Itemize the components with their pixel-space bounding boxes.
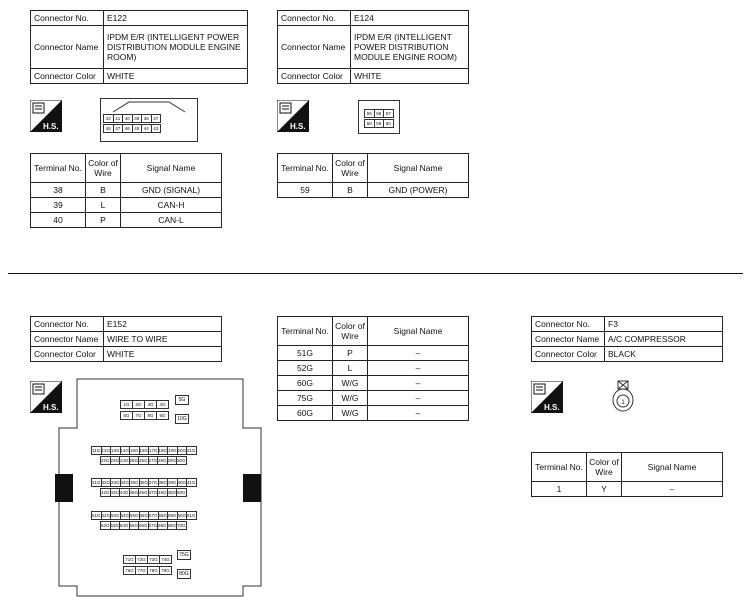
pin: 33G (111, 480, 120, 485)
pin: 22G (101, 458, 110, 463)
wire-color-cell: W/G (333, 391, 368, 406)
connector-color-label: Connector Color (31, 347, 104, 362)
pin: 24G (120, 458, 129, 463)
pin: 46 (122, 124, 133, 133)
table-row (31, 183, 222, 198)
e152-row-d (101, 488, 187, 497)
pin: 48 (103, 124, 114, 133)
wire-color-cell: P (86, 213, 121, 228)
pin: 18G (158, 448, 168, 453)
e122-connector-info (30, 10, 248, 84)
pin: 11G (92, 448, 101, 453)
wire-color-cell: B (333, 183, 368, 198)
pin: 10G (175, 414, 189, 424)
pin: 73G (147, 555, 160, 564)
pin: 31G (92, 480, 101, 485)
e152-block3-row-top (124, 555, 172, 564)
pin: 51G (92, 513, 101, 518)
connector-color-value: WHITE (104, 69, 248, 84)
terminal-no-header: Terminal No. (31, 154, 86, 183)
pin: 54G (120, 513, 130, 518)
pin: 23G (110, 458, 120, 463)
connector-no-value: F3 (605, 317, 723, 332)
wire-color-cell: W/G (333, 406, 368, 421)
pin: 36G (139, 480, 149, 485)
signal-name-header: Signal Name (622, 453, 723, 482)
table-row (278, 406, 469, 421)
pin: 45 (132, 124, 143, 133)
pin: 58 (364, 119, 375, 128)
connector-no-label: Connector No. (278, 11, 351, 26)
pin: 14G (120, 448, 130, 453)
color-of-wire-header: Color of Wire (333, 317, 368, 346)
pin: 44 (141, 124, 152, 133)
pin: 21G (187, 448, 196, 453)
e124-connector-face (358, 100, 400, 134)
pin: 71G (123, 555, 136, 564)
connector-color-label: Connector Color (31, 69, 104, 84)
connector-no-label: Connector No. (532, 317, 605, 332)
pin: 41G (187, 480, 196, 485)
pin: 56 (374, 109, 385, 118)
pin: 55G (130, 513, 139, 518)
pin: 8G (144, 411, 157, 420)
connector-no-value: E152 (104, 317, 222, 332)
pin: 38G (158, 480, 168, 485)
pin: 34G (120, 480, 130, 485)
pin: 60G (177, 513, 187, 518)
pin: 46G (139, 490, 148, 495)
e152-signal-table (277, 316, 469, 421)
pin: 68G (158, 523, 167, 528)
pin: 64G (120, 523, 129, 528)
terminal-cell: 60G (278, 406, 333, 421)
pin: 35G (130, 480, 139, 485)
signal-cell: GND (POWER) (368, 183, 469, 198)
pin: 57 (383, 109, 394, 118)
signal-cell: – (368, 391, 469, 406)
pin: 48G (158, 490, 167, 495)
connector-no-value: E122 (104, 11, 248, 26)
connector-no-label: Connector No. (31, 317, 104, 332)
terminal-cell: 51G (278, 346, 333, 361)
connector-latch (101, 99, 197, 113)
e124-signal-table (277, 153, 469, 198)
pin: 76G (123, 566, 136, 575)
terminal-cell: 40 (31, 213, 86, 228)
pin: 1G (120, 400, 133, 409)
pin: 30G (177, 458, 186, 463)
terminal-cell: 59 (278, 183, 333, 198)
pin: 80G (177, 569, 191, 579)
wire-color-cell: W/G (333, 376, 368, 391)
e152-row-c (92, 478, 197, 487)
pin: 16G (139, 448, 149, 453)
wire-color-cell: L (86, 198, 121, 213)
harness-side-icon (30, 100, 62, 132)
pin: 39G (168, 480, 177, 485)
pin: 4G (156, 400, 169, 409)
pin: 43 (151, 124, 162, 133)
wire-color-cell: Y (587, 482, 622, 497)
connector-name-value: IPDM E/R (INTELLIGENT POWER DISTRIBUTION MODULE ENGINE ROOM) (104, 26, 248, 69)
pin: 25G (129, 458, 139, 463)
table-row (278, 183, 469, 198)
signal-name-header: Signal Name (368, 154, 469, 183)
pin: 69G (167, 523, 177, 528)
pin: 29G (167, 458, 177, 463)
pin: 47 (113, 124, 124, 133)
e124-pin-row-bottom (365, 119, 394, 128)
pin: 77G (135, 566, 148, 575)
pin: 15G (130, 448, 139, 453)
pin: 1 (621, 400, 625, 406)
e152-row-e (92, 511, 197, 520)
e124-connector-info (277, 10, 469, 84)
pin: 6G (120, 411, 133, 420)
e152-connector-info (30, 316, 222, 362)
connector-color-value: WHITE (104, 347, 222, 362)
pin: 37 (151, 114, 162, 123)
pin: 57G (149, 513, 158, 518)
terminal-cell: 60G (278, 376, 333, 391)
section-divider (8, 273, 743, 274)
pin: 37G (149, 480, 158, 485)
e152-row-b (101, 456, 187, 465)
e122-pin-row-bottom (104, 124, 161, 133)
pin: 61G (187, 513, 196, 518)
pin: 59 (374, 119, 385, 128)
terminal-cell: 38 (31, 183, 86, 198)
pin: 28G (158, 458, 167, 463)
connector-color-value: WHITE (351, 69, 469, 84)
pin: 42G (101, 490, 110, 495)
pin: 27G (148, 458, 158, 463)
connector-no-label: Connector No. (31, 11, 104, 26)
pin: 19G (168, 448, 177, 453)
e122-signal-table (30, 153, 222, 228)
pin: 67G (148, 523, 158, 528)
signal-cell: – (368, 376, 469, 391)
e152-block1-row-bottom (121, 411, 169, 420)
connector-no-value: E124 (351, 11, 469, 26)
pin: 74G (159, 555, 172, 564)
e124-pin-row-top (365, 109, 394, 118)
hs-label: H.S. (290, 122, 306, 131)
pin: 78G (147, 566, 160, 575)
pin: 44G (120, 490, 129, 495)
e122-pin-row-top (104, 114, 161, 123)
pin: 32G (101, 480, 111, 485)
f3-signal-table (531, 452, 723, 497)
harness-side-icon (277, 100, 309, 132)
e152-row-a (92, 446, 197, 455)
hs-label: H.S. (43, 403, 59, 412)
hs-label: H.S. (544, 403, 560, 412)
pin: 26G (139, 458, 148, 463)
e122-connector-face (100, 98, 198, 142)
table-row (278, 391, 469, 406)
color-of-wire-header: Color of Wire (333, 154, 368, 183)
table-row (532, 482, 723, 497)
pin: 52G (101, 513, 111, 518)
pin: 9G (156, 411, 169, 420)
pin: 72G (135, 555, 148, 564)
pin: 12G (101, 448, 111, 453)
wire-color-cell: L (333, 361, 368, 376)
connector-color-value: BLACK (605, 347, 723, 362)
pin: 40 (122, 114, 133, 123)
pin: 3G (144, 400, 157, 409)
pin: 50G (177, 490, 186, 495)
table-row (31, 213, 222, 228)
pin: 59G (168, 513, 177, 518)
signal-cell: – (368, 406, 469, 421)
pin: 47G (148, 490, 158, 495)
connector-color-label: Connector Color (278, 69, 351, 84)
pin: 66G (139, 523, 148, 528)
connector-name-value: A/C COMPRESSOR (605, 332, 723, 347)
signal-cell: – (622, 482, 723, 497)
pin: 41 (113, 114, 124, 123)
pin: 7G (132, 411, 145, 420)
pin: 40G (177, 480, 187, 485)
signal-cell: CAN-H (121, 198, 222, 213)
signal-name-header: Signal Name (368, 317, 469, 346)
pin: 45G (129, 490, 139, 495)
table-row (278, 376, 469, 391)
e152-block3-row-bottom (124, 566, 172, 575)
pin: 43G (110, 490, 120, 495)
table-row (31, 198, 222, 213)
harness-side-icon (531, 381, 563, 413)
pin: 58G (158, 513, 168, 518)
signal-cell: GND (SIGNAL) (121, 183, 222, 198)
pin: 2G (132, 400, 145, 409)
pin: 70G (177, 523, 186, 528)
hs-label: H.S. (43, 122, 59, 131)
wire-color-cell: B (86, 183, 121, 198)
pin: 62G (101, 523, 110, 528)
f3-connector-info (531, 316, 723, 362)
terminal-cell: 39 (31, 198, 86, 213)
signal-cell: – (368, 346, 469, 361)
pin: 75G (177, 550, 191, 560)
pin: 79G (159, 566, 172, 575)
connector-name-label: Connector Name (532, 332, 605, 347)
f3-connector-face (610, 380, 636, 414)
color-of-wire-header: Color of Wire (587, 453, 622, 482)
terminal-no-header: Terminal No. (278, 317, 333, 346)
pin: 49G (167, 490, 177, 495)
pin: 38 (141, 114, 152, 123)
pin: 42 (103, 114, 114, 123)
connector-name-label: Connector Name (278, 26, 351, 69)
pin: 5G (175, 395, 189, 405)
pin: 55 (364, 109, 375, 118)
connector-name-label: Connector Name (31, 26, 104, 69)
terminal-cell: 75G (278, 391, 333, 406)
terminal-no-header: Terminal No. (278, 154, 333, 183)
connector-name-label: Connector Name (31, 332, 104, 347)
table-row (278, 346, 469, 361)
pin: 20G (177, 448, 187, 453)
connector-color-label: Connector Color (532, 347, 605, 362)
signal-name-header: Signal Name (121, 154, 222, 183)
terminal-cell: 52G (278, 361, 333, 376)
pin: 63G (110, 523, 120, 528)
e152-row-f (101, 521, 187, 530)
pin: 53G (111, 513, 120, 518)
pin: 65G (129, 523, 139, 528)
pin: 13G (111, 448, 120, 453)
pin: 60 (383, 119, 394, 128)
connector-name-value: WIRE TO WIRE (104, 332, 222, 347)
pin: 17G (149, 448, 158, 453)
pin: 56G (139, 513, 149, 518)
connector-name-value: IPDM E/R (INTELLIGENT POWER DISTRIBUTION MODULE ENGINE ROOM) (351, 26, 469, 69)
terminal-cell: 1 (532, 482, 587, 497)
pin: 39 (132, 114, 143, 123)
signal-cell: CAN-L (121, 213, 222, 228)
terminal-no-header: Terminal No. (532, 453, 587, 482)
wire-color-cell: P (333, 346, 368, 361)
signal-cell: – (368, 361, 469, 376)
table-row (278, 361, 469, 376)
e152-block1-row-top (121, 400, 169, 409)
color-of-wire-header: Color of Wire (86, 154, 121, 183)
